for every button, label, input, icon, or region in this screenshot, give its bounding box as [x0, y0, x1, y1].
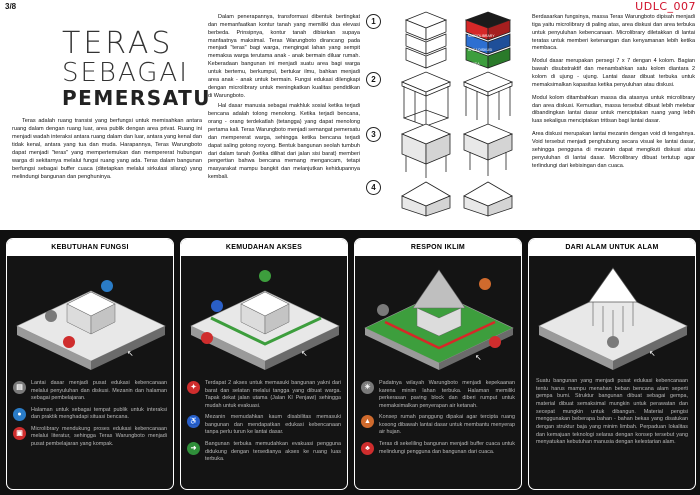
step-number-1: 1	[366, 14, 381, 29]
svg-text:↖: ↖	[127, 349, 134, 358]
access-axonometric	[181, 256, 348, 374]
book-icon: ▤	[13, 381, 26, 394]
item-text: Mezanin memudahkan kaum disabilitas memasuki bangunan dan mendapatkan edukasi kebencanaan tanpa perlu turun ke lantai dasar.	[205, 414, 341, 436]
item-text: Konsep rumah panggung dipakai agar tercipta ruang kosong dibawah lantai dasar untuk membantu menyerap air hujan.	[379, 414, 515, 436]
zone-label-discussion: AREA DISKUSI	[468, 48, 493, 52]
title-line-1: TERAS	[62, 26, 174, 61]
card-access	[180, 238, 348, 490]
card-text: Suatu bangunan yang menjadi pusat edukasi kebencanaan tentu harus mampu menahan beban bencana alam seperti gempa bumi. Struktur bangunan dibuat sebagai gempa, material dibuat semaksimal mungkin untuk perawatan dan secepat mungkin untuk dibangun. Material pengisi menggunakan beberapa bahan - bahan bekas yang disatukan dengan struktur baja yang minim limbah. Perpaduan lokalitas dan kemajuan teknologi selaras dengan konsep tersebut yang menyatukan kebutuhan manusia dengan kelestarian alam.	[536, 378, 688, 446]
roof-icon: ▲	[361, 415, 374, 428]
card-illustration	[181, 256, 347, 374]
bottom-panel	[0, 230, 700, 495]
sun-icon: ☀	[361, 381, 374, 394]
zone-label-library: MICROLIBRARY	[468, 34, 495, 38]
users-icon: ●	[13, 408, 26, 421]
card-items	[355, 374, 521, 456]
library-icon: ▣	[13, 427, 26, 440]
concept-column	[208, 14, 360, 182]
stacked-mass-drawing	[406, 12, 446, 68]
list-item	[13, 380, 167, 403]
title-line-3: PEMERSATU	[62, 86, 211, 110]
card-function	[6, 238, 174, 490]
list-item	[361, 380, 515, 410]
list-item	[187, 380, 341, 410]
page-number: 3/8	[5, 2, 17, 11]
list-item	[13, 407, 167, 422]
intro-paragraph: Teras adalah ruang transisi yang berfungsi untuk memisahkan antara ruang dalam dengan ruang luar, area publik dengan area privat. Ruang ini menjadi wadah interaksi antara ruang dalam dan luar, antara yang kenal dan tidak kenal, antara yang tua dan muda. Harapannya, Teras Warungboto dapat menjadi "teras" yang mempertemukan dan mempererat hubungan warga di sekitarnya melalui fungsi ruang yang ada. Teras dalam bangunan berfungsi sebagai buffer cuaca (ditetapkan melalui sirkulasi silang) yang melindungi bangunan dan penghuninya.	[12, 118, 203, 180]
item-text: Microlibrary mendukung proses edukasi kebencanaan melalui literatur, sehingga Teras Warungboto menjadi pusat pembelajaran yang kompak.	[31, 425, 167, 447]
description-paragraph-4: Area diskusi merupakan lantai mezanin dengan void di tengahnya. Void tersebut menjadi penghubung secara visual ke lantai dasar, sehingga pengguna di mezanin dapat mengikuti diskusi atau penyuluhan di lantai dasar. Microlibrary dibuat tertutup agar terlindungi dari kebisingan dan cuaca.	[532, 131, 695, 169]
description-paragraph-2: Modul dasar merupakan persegi 7 x 7 dengan 4 kolom. Bagian bawah disubstraktif dan menambahkan satu kolom diantara 2 kolom di ujung - ujung. Lantai dasar dibuat terbuka untuk memaksimalkan kapasitas ketika penyuluhan atau diskusi.	[532, 58, 695, 88]
list-item	[187, 441, 341, 464]
list-item	[187, 414, 341, 437]
svg-text:↖: ↖	[649, 349, 656, 358]
concept-paragraph-1: Dalam penerapannya, transformasi dibentuk bertingkat dan memanfaatkan kontur tanah yang memiliki dua elevasi berbeda. Prinsipnya, kontur tanah dibiarkan supaya manfaatnya maksimal. Teras Warungboto dirancang pada menjadi "teras" bagi warga, mengingat lahan yang sempit memaksa warga terutama anak - anak bermain diluar rumah. Keberadaan bangunan ini menjadi suatu area bagi warga untuk bertemu, berkumpul, bertukar ilmu, bahkan menjadi area anak - anak untuk bermain. Fungsi edukasi dilengkapi dengan microlibrary untuk meningkatkan kualitas pendidikan di Warungboto.	[208, 14, 360, 99]
description-column	[532, 14, 695, 175]
description-paragraph-1: Berdasarkan fungsinya, massa Teras Warungboto dipisah menjadi tiga yaitu microlibrary di paling atas, area diskusi dan area terbuka untuk penyuluhan kebencanaan. Microlibrary diletakkan di lantai teratas untuk memberi ketenangan dan kenyamanan lebih ketika membaca.	[532, 14, 695, 52]
mass-on-columns-drawing	[402, 124, 450, 178]
svg-text:↖: ↖	[301, 349, 308, 358]
zoning-diagram	[466, 12, 510, 68]
card-items	[7, 374, 173, 449]
wheelchair-icon: ♿	[187, 415, 200, 428]
title-line-2: SEBAGAI	[62, 58, 189, 88]
card-illustration	[529, 256, 695, 374]
svg-text:↖: ↖	[475, 353, 482, 362]
item-text: Lantai dasar menjadi pusat edukasi kebencanaan melalui penyuluhan dan diskusi. Mezanin dan halaman sebagai pembelajaran.	[31, 380, 167, 402]
list-item	[13, 426, 167, 449]
tree-icon: ♣	[361, 442, 374, 455]
item-text: Teras di sekeliling bangunan menjadi buffer cuaca untuk melindungi pengguna dan bangunan dari cuaca.	[379, 440, 515, 455]
column-frame-drawing	[402, 72, 450, 126]
card-title: RESPON IKLIM	[355, 239, 521, 256]
item-text: Padatnya wilayah Warungboto menjadi kepekaanan karena minim lahan terbuka. Halaman memiliki perkerasan paving block dan diberi rumput untuk memaksimalkan penyerapan air ketanah.	[379, 380, 515, 409]
card-title: DARI ALAM UNTUK ALAM	[529, 239, 695, 256]
transformation-diagram	[366, 10, 531, 220]
list-item	[361, 414, 515, 437]
climate-axonometric	[355, 256, 522, 374]
zone-label-open-area: AREA	[470, 62, 480, 66]
card-items	[181, 374, 347, 464]
item-text: Terdapat 2 akses untuk memasuki bangunan yakni dari barat dan selatan melalui tangga yang dibuat warga. Tapak dekat jalan utama (Jalan Kl Penjawi) sehingga mudah untuk evakuasi.	[205, 380, 341, 409]
final-house-drawing	[402, 182, 450, 216]
nature-axonometric	[529, 256, 696, 374]
card-illustration	[7, 256, 173, 374]
card-title: KEBUTUHAN FUNGSI	[7, 239, 173, 256]
list-item	[361, 441, 515, 456]
walk-icon: ✦	[187, 381, 200, 394]
step-number-4: 4	[366, 180, 381, 195]
item-text: Halaman untuk sebagai tempat publik untuk interaksi dan praktik menghadapi situasi bencana.	[31, 406, 167, 421]
item-text: Bangunan terbuka memudahkan evakuasi pengguna didukung dengan tersedianya akses ke ruang luas terbuka.	[205, 440, 341, 463]
card-illustration	[355, 256, 521, 374]
card-title: KEMUDAHAN AKSES	[181, 239, 347, 256]
concept-paragraph-2: Hal dasar manusia sebagai makhluk sosial ketika terjadi bencana adalah tolong menolong. Ketika terjadi bencana, orang - orang terdekatlah (tetangga) yang dapat menolong pertama kali. Teras Warungboto menjadi semangat pemersatu dan mempererat warga, sehingga ketika bencana terjadi dapat saling gotong royong. Bentuk bangunan seolah tumbuh dari dalam tanah (ketika dilihat dari jalan sisi barat) memberi pengertian bahwa bencana memang mengancam, tetapi masyarakat mampu bangkit dan melanjutkan kehidupannya kembali.	[208, 103, 360, 181]
step-number-2: 2	[366, 72, 381, 87]
document-code: UDLC_007	[635, 0, 696, 13]
step-number-3: 3	[366, 127, 381, 142]
transformation-drawings	[366, 10, 531, 220]
description-paragraph-3: Modul kolom ditambahkan massa dia atasnya untuk microlibrary dan area diskusi. Kemudian, massa tersebut dibuat lebih melebar dibandingkan lantai dasar untuk menciptakan ruang yang lebih luas sekaligus menciptakan tritisan bagi lantai dasar.	[532, 94, 695, 125]
card-nature	[528, 238, 696, 490]
site-axonometric	[7, 256, 174, 374]
evacuation-icon: ➜	[187, 442, 200, 455]
card-climate	[354, 238, 522, 490]
